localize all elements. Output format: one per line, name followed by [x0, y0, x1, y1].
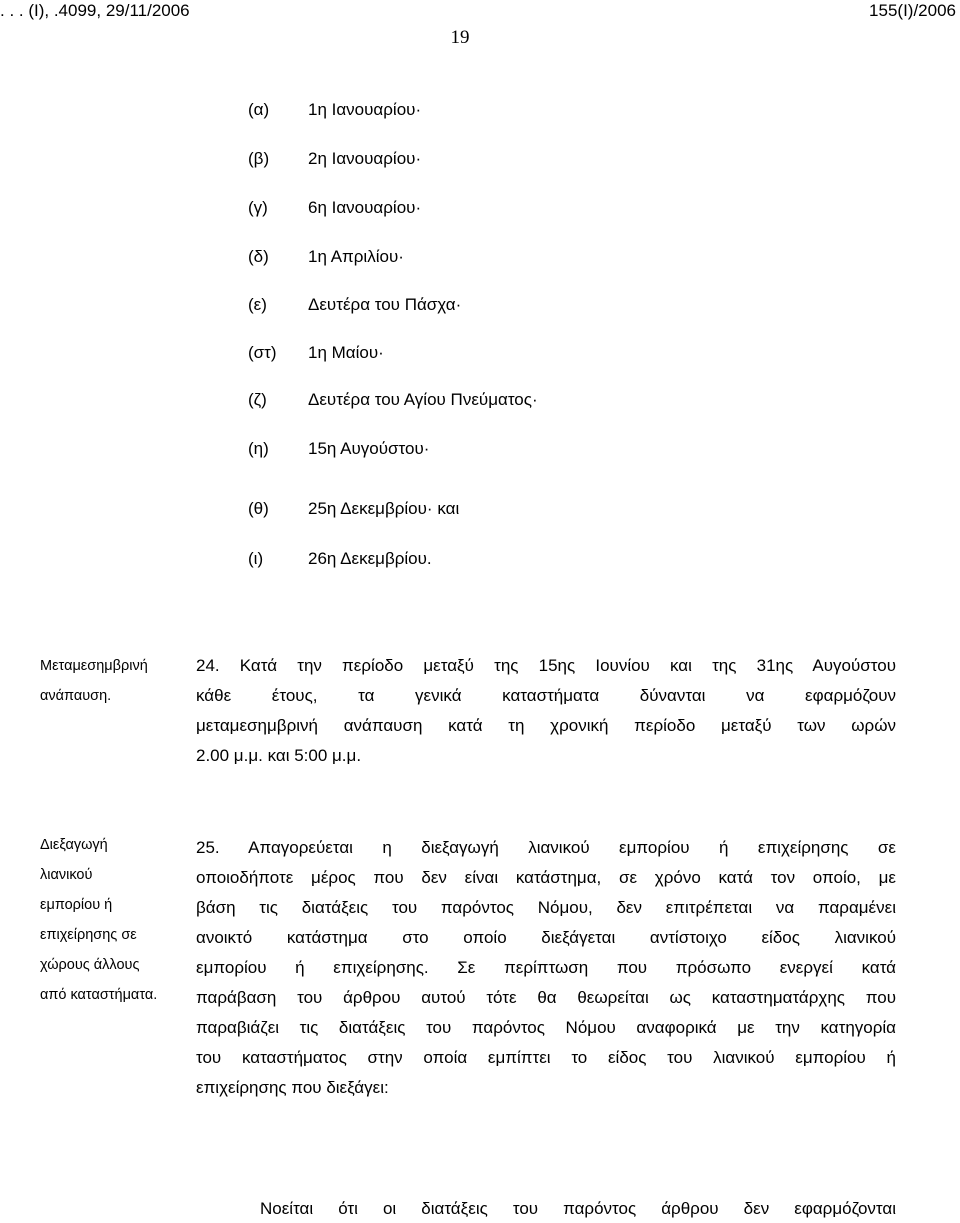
- paragraph-line: παραβιάζει τις διατάξεις του παρόντος Νόμου αναφορικά με την κατηγορία: [196, 1018, 896, 1037]
- margin-note-line: λιανικού: [40, 867, 93, 883]
- margin-note-line: επιχείρησης σε: [40, 927, 137, 943]
- paragraph-25: [196, 833, 896, 1103]
- header-law-number: 155(Ι)/2006: [869, 1, 956, 20]
- paragraph-line: 24. Κατά την περίοδο μεταξύ της 15ης Ιουνίου και της 31ης Αυγούστου: [196, 656, 896, 675]
- margin-note-line: Διεξαγωγή: [40, 837, 108, 853]
- paragraph-line: του καταστήματος στην οποία εμπίπτει το είδος του λιανικού εμπορίου ή: [196, 1048, 896, 1067]
- list-item-text: Δευτέρα του Αγίου Πνεύματος·: [308, 390, 538, 409]
- list-item-label: (θ): [248, 499, 269, 518]
- margin-note-section-24: [40, 651, 148, 711]
- margin-note-line: εμπορίου ή: [40, 897, 113, 913]
- list-item-text: Δευτέρα του Πάσχα·: [308, 295, 462, 314]
- paragraph-line: μεταμεσημβρινή ανάπαυση κατά τη χρονική περίοδο μεταξύ των ωρών: [196, 716, 896, 735]
- list-item-label: (γ): [248, 198, 268, 217]
- paragraph-line: εμπορίου ή επιχείρησης. Σε περίπτωση που πρόσωπο ενεργεί κατά: [196, 958, 896, 977]
- page-number: 19: [450, 27, 470, 48]
- header-citation: . . . (Ι), .4099, 29/11/2006: [0, 1, 190, 20]
- margin-note-line: χώρους άλλους: [40, 957, 140, 973]
- list-item-label: (η): [248, 439, 269, 458]
- list-item-label: (β): [248, 149, 270, 168]
- list-item-text: 15η Αυγούστου·: [308, 439, 430, 458]
- list-item-text: 2η Ιανουαρίου·: [308, 149, 422, 168]
- margin-note-line: από καταστήματα.: [40, 987, 158, 1003]
- list-item-text: 1η Μαίου·: [308, 343, 384, 362]
- list-item-text: 25η Δεκεμβρίου· και: [308, 499, 460, 518]
- paragraph-line: ανοικτό κατάστημα στο οποίο διεξάγεται αντίστοιχο είδος λιανικού: [196, 928, 896, 947]
- margin-note-line: ανάπαυση.: [40, 688, 112, 704]
- margin-note-section-25: [40, 830, 157, 1010]
- margin-note-line: Μεταμεσημβρινή: [40, 658, 148, 674]
- paragraph-line: κάθε έτους, τα γενικά καταστήματα δύνανται να εφαρμόζουν: [196, 686, 896, 705]
- list-item-text: 1η Ιανουαρίου·: [308, 100, 422, 119]
- list-item-label: (ε): [248, 295, 267, 314]
- list-item-text: 6η Ιανουαρίου·: [308, 198, 422, 217]
- paragraph-line: επιχείρησης που διεξάγει:: [196, 1078, 389, 1097]
- list-item-text: 26η Δεκεμβρίου.: [308, 549, 432, 568]
- list-item-label: (ζ): [248, 390, 267, 409]
- paragraph-line: 2.00 μ.μ. και 5:00 μ.μ.: [196, 746, 362, 765]
- paragraph-line: οποιοδήποτε μέρος που δεν είναι κατάστημα, σε χρόνο κατά τον οποίο, με: [196, 868, 896, 887]
- list-item-label: (στ): [248, 343, 277, 362]
- paragraph-line: παράβαση του άρθρου αυτού τότε θα θεωρείται ως καταστηματάρχης που: [196, 988, 896, 1007]
- list-item-label: (δ): [248, 247, 269, 266]
- paragraph-24: [196, 651, 896, 771]
- list-item-text: 1η Απριλίου·: [308, 247, 404, 266]
- paragraph-line: 25. Απαγορεύεται η διεξαγωγή λιανικού εμπορίου ή επιχείρησης σε: [196, 838, 896, 857]
- list-item-label: (ι): [248, 549, 264, 568]
- proviso-line: Νοείται ότι οι διατάξεις του παρόντος άρθρου δεν εφαρμόζονται: [260, 1199, 896, 1218]
- paragraph-line: βάση τις διατάξεις του παρόντος Νόμου, δεν επιτρέπεται να παραμένει: [196, 898, 896, 917]
- list-item-label: (α): [248, 100, 270, 119]
